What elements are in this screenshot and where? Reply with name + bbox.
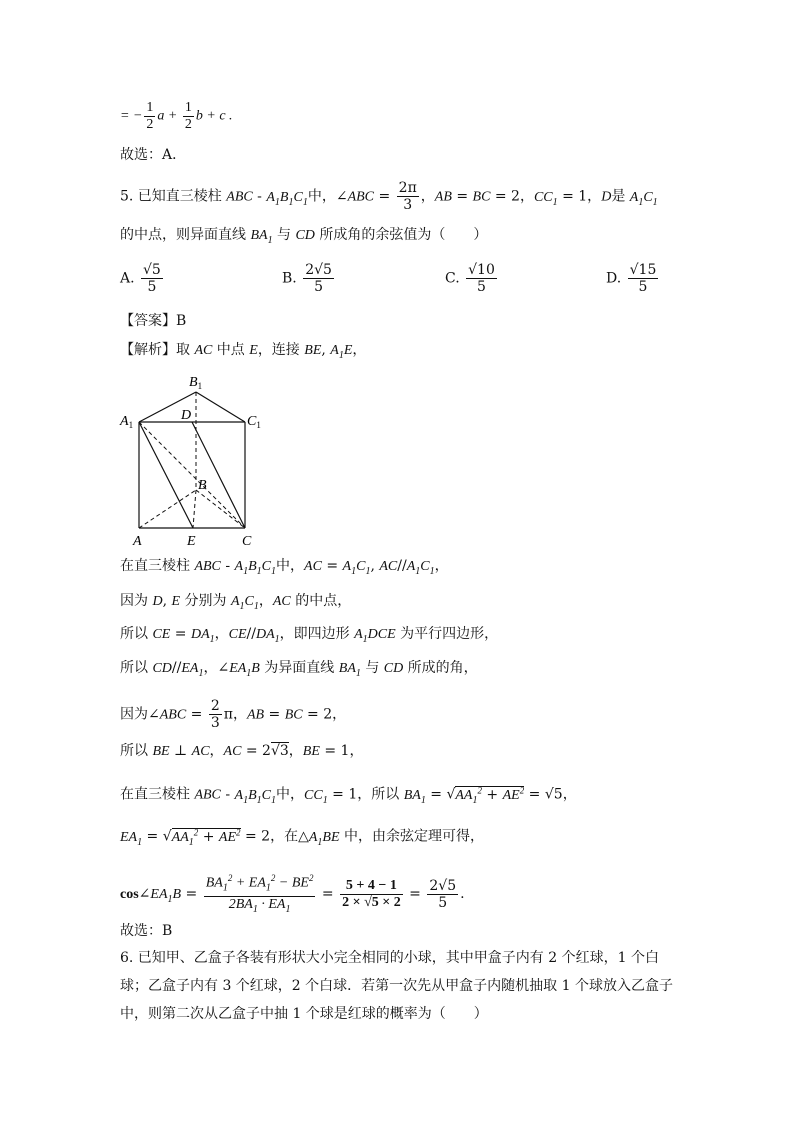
label-b1: $B_1$ (189, 375, 203, 391)
prism-figure (115, 365, 275, 550)
label-c1: $C_1$ (247, 414, 261, 430)
step-1: 在直三棱柱 ABC - $A_1B_1C_1$中，AC = $A_1C_1$, $AC//A_1C_1$， (120, 558, 449, 577)
q5-option-c[interactable]: C. $\frac{√10}{5}$ (445, 262, 495, 295)
segment-be (193, 490, 196, 528)
step-7: 在直三棱柱 ABC - $A_1B_1C_1$中，$CC_1 = 1$，所以 $BA_1 = √AA_1^2 + AE^2 = √5$， (120, 785, 577, 806)
label-a1: $A_1$ (120, 414, 134, 430)
q6-line3: 中，则第二次从乙盒子中抽 1 个球是红球的概率为（ ） (120, 1006, 488, 1022)
q5-option-b[interactable]: B. $\frac{2√5}{5}$ (282, 262, 332, 295)
label-e: E (187, 534, 196, 549)
q6-line2: 球；乙盒子内有 3 个红球，2 个白球．若第一次先从甲盒子内随机抽取 1 个球放入乙盒子 (120, 978, 673, 994)
prev-answer: 故选：A． (120, 147, 187, 163)
edge-bc (196, 490, 245, 528)
segment-a1c (139, 422, 245, 528)
step-9-cosine: $\cos\angle EA_1B$ = $\frac{BA_1^2 + EA_1^2 - BE^2}{2BA_1 \cdot EA_1}$ = $\frac{5 + 4 - 1}{2 \times √5 \times 2}$ = $\frac{2√5}{5}$ . (120, 870, 465, 918)
step-5: 因为∠ABC = $\frac{2}{3}$ π，AB = BC = 2， (120, 698, 347, 731)
q5-option-d[interactable]: D. $\frac{√15}{5}$ (606, 262, 657, 295)
label-d: D (181, 408, 192, 423)
label-a: A (133, 534, 142, 549)
label-b: B (198, 478, 207, 493)
q5-stem-line2: 的中点，则异面直线 $BA_1$ 与 CD 所成角的余弦值为（ ） (120, 227, 488, 246)
edge-ab (139, 490, 196, 528)
step-3: 所以 CE = $DA_1$，$CE//DA_1$，即四边形 $A_1DCE$ 为平行四边形， (120, 626, 499, 645)
q5-stem-line1: 5. 已知直三棱柱 ABC - $A_1B_1C_1$中，∠ABC = $\frac{2\pi}{3}$ ，AB = BC = 2，$CC_1 = 1$，D是 $A_1C_1$ (120, 180, 658, 213)
q6-line1: 6. 已知甲、乙盒子各装有形状大小完全相同的小球，其中甲盒子内有 2 个红球，1 个白 (120, 950, 659, 966)
label-c: C (242, 534, 252, 549)
prev-formula: = − $\frac{1}{2}$ a + $\frac{1}{2}$ b + c . (120, 100, 233, 132)
step-6: 所以 BE ⊥ AC，AC = 2√3，BE = 1， (120, 743, 364, 759)
edge-b1c1 (196, 392, 245, 422)
step-2: 因为 D, E 分别为 $A_1C_1$，AC 的中点， (120, 593, 352, 612)
segment-dc (192, 422, 245, 528)
q5-final-answer: 故选：B (120, 923, 173, 939)
q5-analysis-intro: 【解析】取 AC 中点 E，连接 BE, $A_1E$， (120, 342, 367, 361)
q5-option-a[interactable]: A. $\frac{√5}{5}$ (120, 262, 161, 295)
step-4: 所以 $CD//EA_1$，$\angle EA_1B$ 为异面直线 $BA_1$ 与 CD 所成的角， (120, 660, 478, 679)
q5-answer-tag: 【答案】B (120, 313, 187, 329)
segment-a1e (139, 422, 193, 528)
step-8: $EA_1 = √AA_1^2 + AE^2 = 2$，在$\triangle A_1BE$ 中，由余弦定理可得， (120, 827, 484, 848)
